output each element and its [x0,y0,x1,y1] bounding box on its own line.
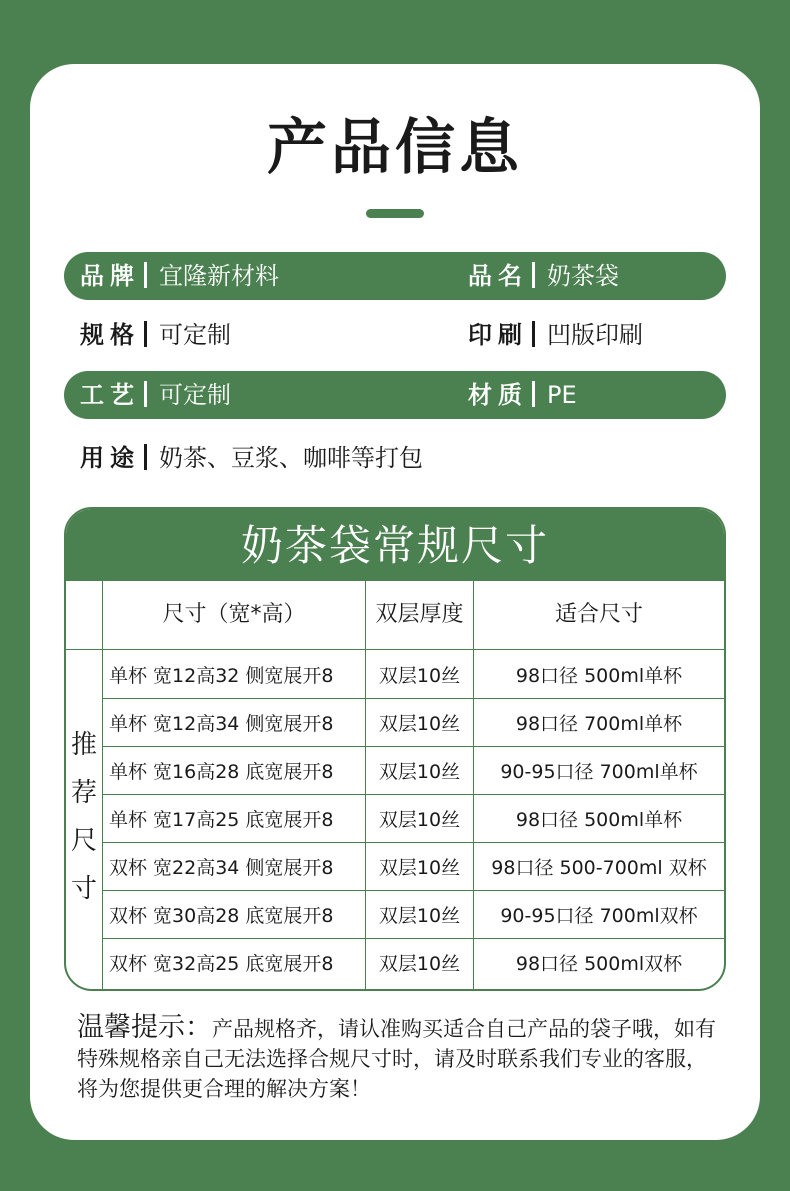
cell-size: 单杯 宽17高25 底宽展开8 [109,809,334,831]
separator [532,321,535,347]
recommended-size-label [66,721,102,913]
info-product-name [468,252,619,300]
side-label-char: 推 [70,730,97,760]
cell-thickness: 双层10丝 [378,713,461,735]
tip-body: 产品规格齐，请认准购买适合自己产品的袋子哦，如有特殊规格亲自己无法选择合规尺寸时，请及时联系我们专业的客服，将为您提供更合理的解决方案！ [77,1017,716,1101]
cell-thickness: 双层10丝 [378,809,461,831]
info-key: 规格 [80,321,140,349]
info-row-spec [64,311,726,359]
info-usage [80,434,423,482]
header-size: 尺寸（宽*高） [162,602,306,627]
cell-thickness: 双层10丝 [378,905,461,927]
size-table-grid [66,581,724,989]
info-value: 可定制 [159,381,231,409]
title-underline [366,209,424,218]
cell-fit-size: 98口径 500ml双杯 [515,953,683,975]
info-process [80,371,231,419]
cell-size: 双杯 宽30高28 底宽展开8 [109,905,334,927]
header-fit-size: 适合尺寸 [554,602,643,627]
info-row-brand [64,252,726,300]
cell-size: 单杯 宽12高32 侧宽展开8 [109,665,334,687]
warm-tip [77,1013,727,1104]
info-value: 奶茶、豆浆、咖啡等打包 [159,444,423,472]
info-value: 可定制 [159,321,231,349]
header-thickness: 双层厚度 [375,602,464,627]
info-row-process [64,371,726,419]
cell-fit-size: 90-95口径 700ml单杯 [500,761,698,783]
info-value: 宜隆新材料 [159,262,279,290]
separator [144,262,147,288]
info-key: 用途 [80,444,140,472]
separator [144,321,147,347]
separator [532,262,535,288]
cell-thickness: 双层10丝 [378,761,461,783]
cell-fit-size: 98口径 500ml单杯 [515,809,683,831]
info-printing [468,311,643,359]
info-material [468,371,577,419]
info-spec [80,311,231,359]
info-value: PE [547,381,577,409]
size-table [64,507,726,991]
separator [532,381,535,407]
side-label-char: 寸 [70,874,97,904]
cell-thickness: 双层10丝 [378,857,461,879]
size-table-title: 奶茶袋常规尺寸 [66,509,724,581]
info-key: 印刷 [468,321,528,349]
cell-thickness: 双层10丝 [378,953,461,975]
info-key: 材质 [468,381,528,409]
side-label-char: 荐 [70,778,97,808]
cell-size: 双杯 宽22高34 侧宽展开8 [109,857,334,879]
cell-size: 单杯 宽16高28 底宽展开8 [109,761,334,783]
cell-thickness: 双层10丝 [378,665,461,687]
info-key: 工艺 [80,381,140,409]
tip-heading: 温馨提示： [77,1012,212,1043]
cell-size: 双杯 宽32高25 底宽展开8 [109,953,334,975]
side-label-char: 尺 [70,826,97,856]
info-value: 凹版印刷 [547,321,643,349]
separator [144,381,147,407]
page-title: 产品信息 [267,113,523,183]
cell-fit-size: 98口径 500-700ml 双杯 [491,857,707,879]
cell-fit-size: 90-95口径 700ml双杯 [500,905,698,927]
separator [144,444,147,470]
cell-size: 单杯 宽12高34 侧宽展开8 [109,713,334,735]
info-value: 奶茶袋 [547,262,619,290]
cell-fit-size: 98口径 700ml单杯 [515,713,683,735]
info-row-usage [64,434,726,482]
info-brand [80,252,279,300]
cell-fit-size: 98口径 500ml单杯 [515,665,683,687]
info-key: 品名 [468,262,528,290]
info-key: 品牌 [80,262,140,290]
